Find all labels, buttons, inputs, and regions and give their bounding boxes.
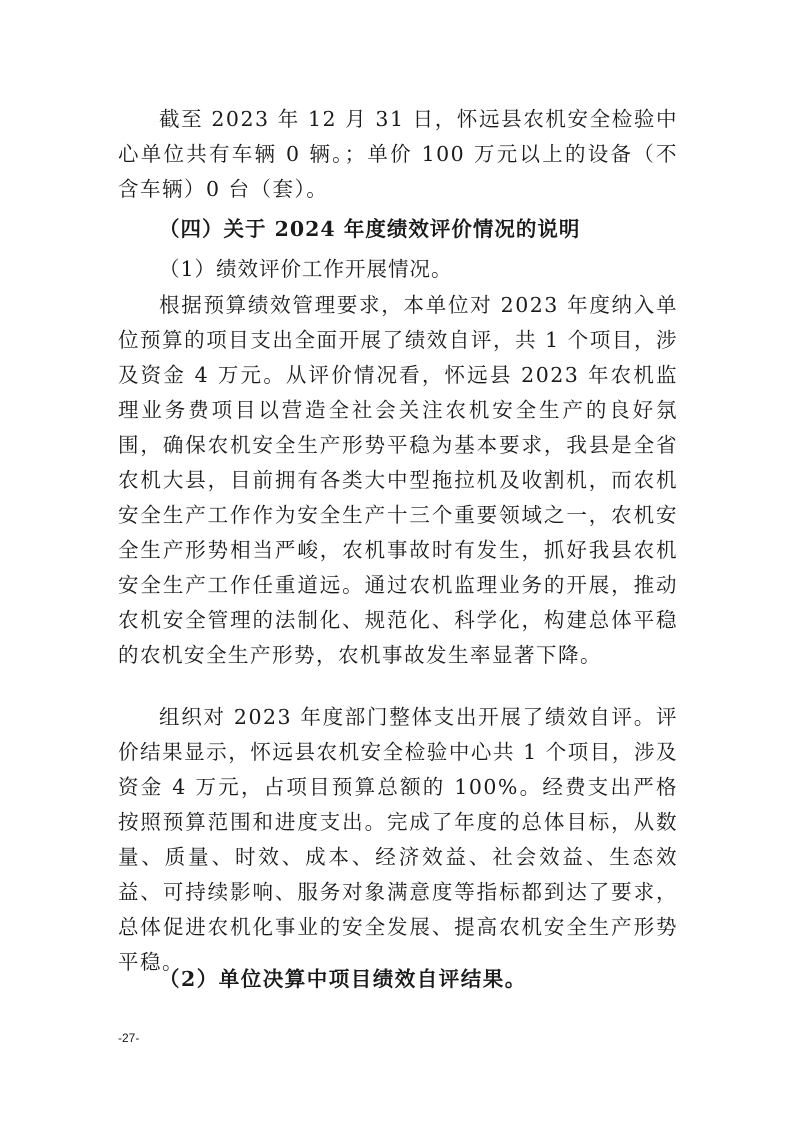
section-heading-performance: （四）关于 2024 年度绩效评价情况的说明 [159,217,581,241]
paragraph-evaluation-details: 根据预算绩效管理要求，本单位对 2023 年度纳入单位预算的项目支出全面开展了绩效自评，共 1 个项目，涉及资金 4 万元。从评价情况看，怀远县 2023 年农机监理业务费项目以营造全社会关注农机安全生产的良好氛围，确保农机安全生产形势平稳为基本要求，我县是全省农机大县，目前拥有各类大中型拖拉机及收割机，而农机安全生产工作作为安全生产十三个重要领域之一，农机安全生产形势相当严峻，农机事故时有发生，抓好我县农机安全生产工作任重道远。通过农机监理业务的开展，推动农机安全管理的法制化、规范化、科学化，构建总体平稳的农机安全生产形势，农机事故发生率显著下降。 [118,293,678,667]
subheading-project-self-evaluation: （2）单位决算中项目绩效自评结果。 [159,967,527,991]
page-number: -27- [118,1031,140,1045]
paragraph-vehicles: 截至 2023 年 12 月 31 日，怀远县农机安全检验中心单位共有车辆 0 辆。；单价 100 万元以上的设备（不含车辆）0 台（套）。 [118,107,678,201]
subheading-evaluation-work: （1）绩效评价工作开展情况。 [159,257,453,281]
paragraph-overall-evaluation: 组织对 2023 年度部门整体支出开展了绩效自评。评价结果显示，怀远县农机安全检验中心共 1 个项目，涉及资金 4 万元，占项目预算总额的 100%。经费支出严格按照预算范围和进度支出。完成了年度的总体目标，从数量、质量、时效、成本、经济效益、社会效益、生态效益、可持续影响、服务对象满意度等指标都到达了要求，总体促进农机化事业的安全发展、提高农机安全生产形势平稳。 [118,705,678,974]
